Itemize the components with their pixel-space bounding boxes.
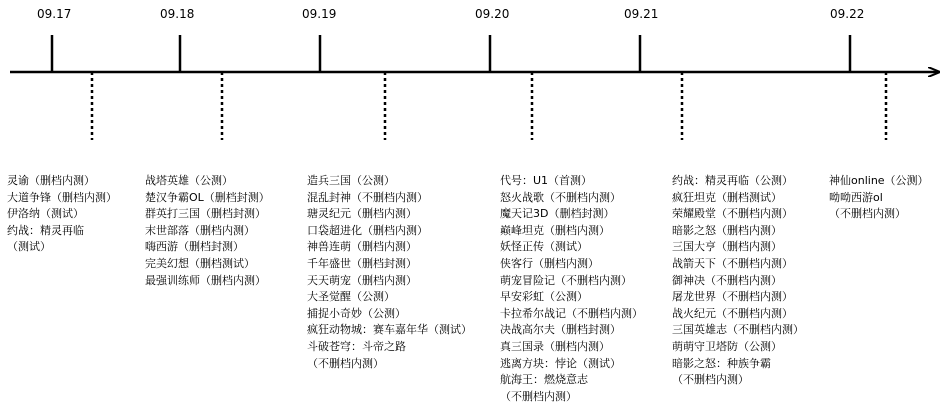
game-entry: 末世部落（删档内测）	[145, 223, 255, 237]
game-entry: 约战：精灵再临（公测）	[672, 174, 793, 187]
game-entry: 约战：精灵再临	[7, 223, 84, 237]
game-entry: 完美幻想（删档测试）	[145, 256, 255, 270]
game-entry: 萌宠冒险记（不删档内测）	[500, 273, 632, 287]
game-entry: 楚汉争霸OL（删档封测）	[145, 190, 270, 204]
game-entry: 疯狂坦克（删档测试）	[672, 190, 782, 204]
game-entry: 战塔英雄（公测）	[145, 174, 233, 187]
game-entry: 灵谕（删档内测）	[7, 174, 95, 187]
game-list-0919	[307, 173, 472, 372]
game-entry: 战火纪元（不删档内测）	[672, 306, 793, 320]
game-entry: （不删档内测）	[307, 356, 384, 370]
game-entry: 三国英雄志（不删档内测）	[672, 323, 804, 337]
game-entry: 真三国录（删档内测）	[500, 339, 610, 353]
game-entry: 怒火战歌（不删档内测）	[500, 190, 621, 204]
game-list-0920	[500, 173, 643, 405]
game-entry: 战箭天下（不删档内测）	[672, 256, 793, 270]
game-entry: 萌萌守卫塔防（公测）	[672, 339, 782, 353]
game-entry: 暗影之怒（删档内测）	[672, 223, 782, 237]
game-entry: 巅峰坦克（删档内测）	[500, 223, 610, 237]
game-entry: 妖怪正传（测试）	[500, 240, 588, 254]
game-list-0918	[145, 173, 270, 289]
game-entry: 造兵三国（公测）	[307, 174, 395, 187]
game-entry: 逃离方块：悖论（测试）	[500, 356, 621, 370]
game-entry: 斗破苍穹：斗帝之路	[307, 339, 406, 353]
game-entry: 捕捉小奇妙（公测）	[307, 306, 406, 320]
game-entry: 疯狂动物城：赛车嘉年华（测试）	[307, 323, 472, 337]
game-entry: （测试）	[7, 240, 51, 254]
game-entry: 最强训练师（删档内测）	[145, 273, 266, 287]
game-list-0922	[829, 173, 929, 223]
game-entry: 侠客行（删档内测）	[500, 256, 599, 270]
game-entry: 嗨西游（删档封测）	[145, 240, 244, 254]
game-entry: 大道争锋（删档内测）	[7, 190, 117, 204]
game-entry: 千年盛世（删档封测）	[307, 256, 417, 270]
date-label-0917: 09.17	[37, 7, 72, 21]
game-entry: 混乱封神（不删档内测）	[307, 190, 428, 204]
game-entry: 口袋超进化（删档内测）	[307, 223, 428, 237]
game-entry: 神兽连萌（删档内测）	[307, 240, 417, 254]
date-label-0920: 09.20	[475, 7, 510, 21]
game-entry: 航海王：燃烧意志	[500, 373, 588, 387]
game-entry: 荣耀殿堂（不删档内测）	[672, 207, 793, 221]
game-list-0921	[672, 173, 804, 389]
game-list-0917	[7, 173, 117, 256]
game-entry: 呦呦西游ol	[829, 190, 883, 204]
game-entry: 决战高尔夫（删档封测）	[500, 323, 621, 337]
game-entry: 代号：U1（首测）	[500, 174, 593, 187]
game-entry: 三国大亨（删档内测）	[672, 240, 782, 254]
game-entry: 大圣觉醒（公测）	[307, 290, 395, 304]
game-entry: 瑭灵纪元（删档内测）	[307, 207, 417, 221]
game-entry: 伊洛纳（测试）	[7, 207, 84, 221]
game-entry: 群英打三国（删档封测）	[145, 207, 266, 221]
game-entry: 御神决（不删档内测）	[672, 273, 782, 287]
game-entry: （不删档内测）	[500, 389, 577, 403]
game-entry: 天天萌宠（删档内测）	[307, 273, 417, 287]
date-label-0919: 09.19	[302, 7, 337, 21]
game-entry: 屠龙世界（不删档内测）	[672, 290, 793, 304]
game-entry: 卡拉希尔战记（不删档内测）	[500, 306, 643, 320]
date-label-0918: 09.18	[160, 7, 195, 21]
game-entry: （不删档内测）	[829, 207, 906, 221]
game-entry: 神仙online（公测）	[829, 174, 929, 187]
game-entry: （不删档内测）	[672, 373, 749, 387]
game-entry: 暗影之怒：种族争霸	[672, 356, 771, 370]
game-entry: 早安彩虹（公测）	[500, 290, 588, 304]
game-entry: 魔天记3D（删档封测）	[500, 207, 615, 221]
date-label-0921: 09.21	[624, 7, 659, 21]
date-label-0922: 09.22	[830, 7, 865, 21]
